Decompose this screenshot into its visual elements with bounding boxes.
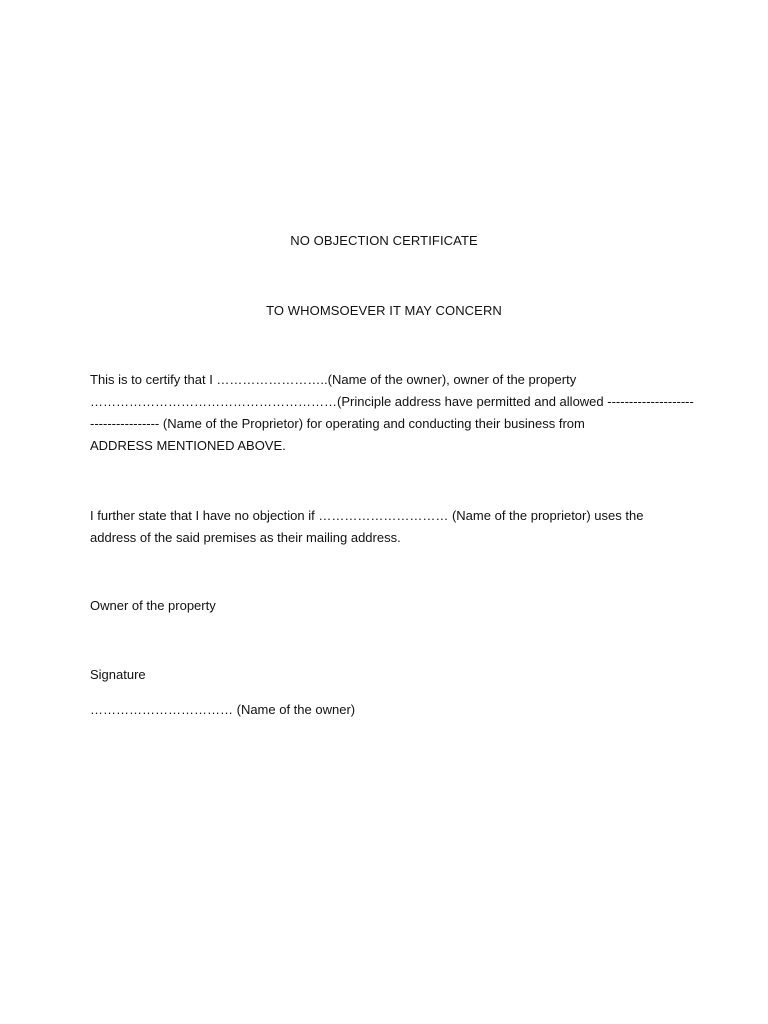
signature-label: Signature	[90, 667, 146, 682]
paragraph-line: ---------------- (Name of the Proprietor) for operating and conducting their business from	[90, 416, 585, 431]
paragraph-line: address of the said premises as their mailing address.	[90, 530, 401, 545]
certification-paragraph	[90, 369, 694, 457]
paragraph-line: This is to certify that I ……………………..(Name of the owner), owner of the property	[90, 372, 577, 387]
salutation: TO WHOMSOEVER IT MAY CONCERN	[266, 303, 502, 318]
owner-name-line: …………………………… (Name of the owner)	[90, 702, 356, 717]
paragraph-line: …………………………………………………(Principle address have permitted and allowed --------------------	[90, 394, 694, 409]
paragraph-line: I further state that I have no objection if ………………………… (Name of the proprietor) uses the	[90, 508, 644, 523]
no-objection-paragraph	[90, 505, 690, 549]
owner-of-property-label: Owner of the property	[90, 598, 216, 613]
paragraph-line: ADDRESS MENTIONED ABOVE.	[90, 438, 286, 453]
certificate-title: NO OBJECTION CERTIFICATE	[290, 233, 478, 248]
